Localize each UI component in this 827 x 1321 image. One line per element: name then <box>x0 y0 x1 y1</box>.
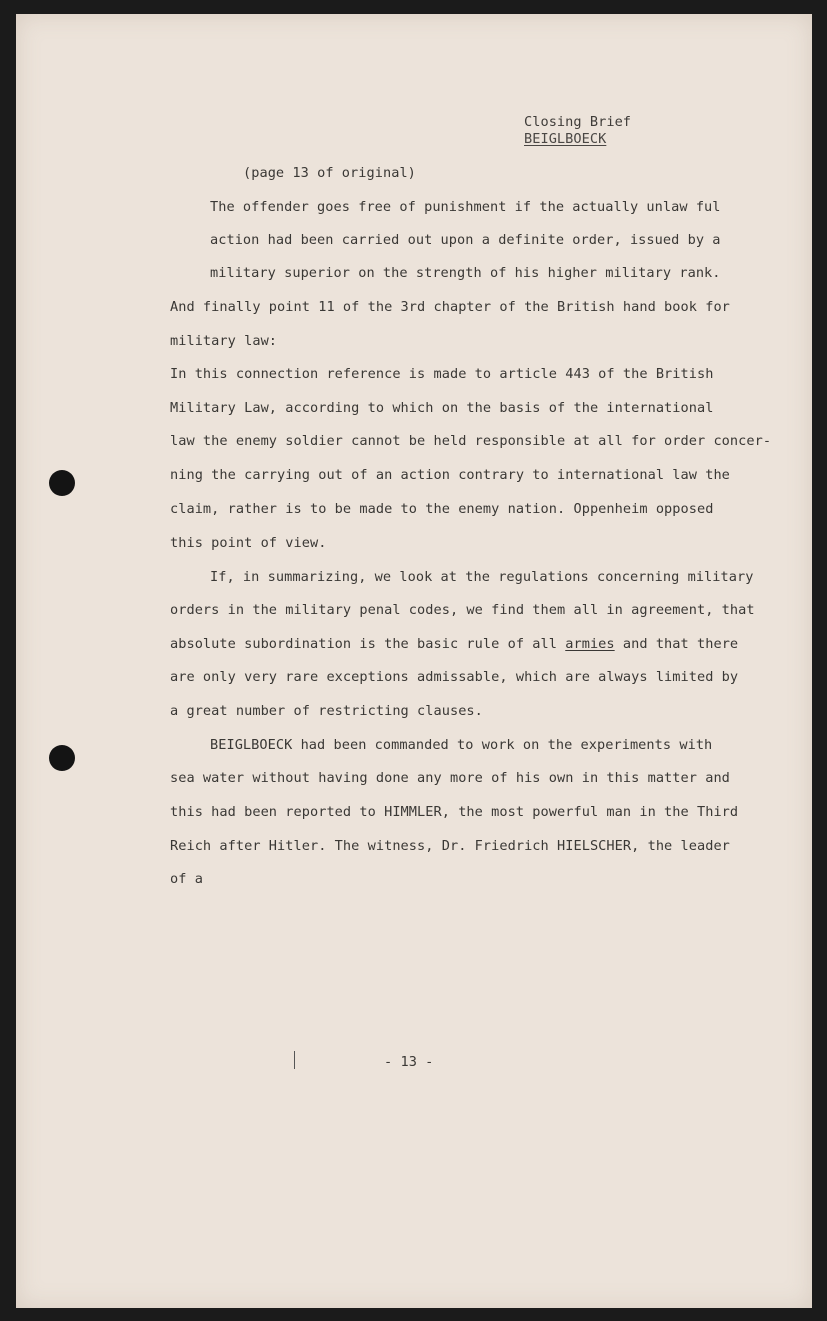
text-line: action had been carried out upon a definite order, issued by a <box>210 232 721 248</box>
document-type-label: Closing Brief <box>524 114 632 130</box>
text-line: of a <box>170 871 203 887</box>
text-segment: and that there <box>614 636 739 652</box>
text-line: If, in summarizing, we look at the regulations concerning military <box>210 569 754 585</box>
text-line: this point of view. <box>170 535 327 551</box>
punch-hole-upper <box>49 470 75 496</box>
text-line: ning the carrying out of an action contrary to international law the <box>170 467 730 483</box>
page-number: - 13 - <box>384 1054 434 1070</box>
text-line: Military Law, according to which on the basis of the international <box>170 400 714 416</box>
text-line: And finally point 11 of the 3rd chapter of the British hand book for <box>170 299 730 315</box>
defendant-name-label: BEIGLBOECK <box>524 131 607 147</box>
underlined-word: armies <box>565 636 615 652</box>
punch-hole-lower <box>49 745 75 771</box>
text-line: military superior on the strength of his higher military rank. <box>210 265 721 281</box>
text-segment: absolute subordination is the basic rule of all <box>170 636 566 652</box>
text-line: The offender goes free of punishment if the actually unlaw ful <box>210 199 721 215</box>
page-reference: (page 13 of original) <box>243 165 416 181</box>
text-line: sea water without having done any more of his own in this matter and <box>170 770 730 786</box>
text-line: a great number of restricting clauses. <box>170 703 483 719</box>
text-line: this had been reported to HIMMLER, the most powerful man in the Third <box>170 804 739 820</box>
text-line: military law: <box>170 333 278 349</box>
margin-mark <box>294 1051 295 1069</box>
text-line: are only very rare exceptions admissable, which are always limited by <box>170 669 739 685</box>
text-line: BEIGLBOECK had been commanded to work on the experiments with <box>210 737 713 753</box>
text-line: In this connection reference is made to article 443 of the British <box>170 366 714 382</box>
text-line: Reich after Hitler. The witness, Dr. Friedrich HIELSCHER, the leader <box>170 838 730 854</box>
text-line: claim, rather is to be made to the enemy nation. Oppenheim opposed <box>170 501 714 517</box>
text-line: law the enemy soldier cannot be held responsible at all for order concer- <box>170 433 772 449</box>
text-line <box>170 636 738 652</box>
text-line: orders in the military penal codes, we find them all in agreement, that <box>170 602 755 618</box>
